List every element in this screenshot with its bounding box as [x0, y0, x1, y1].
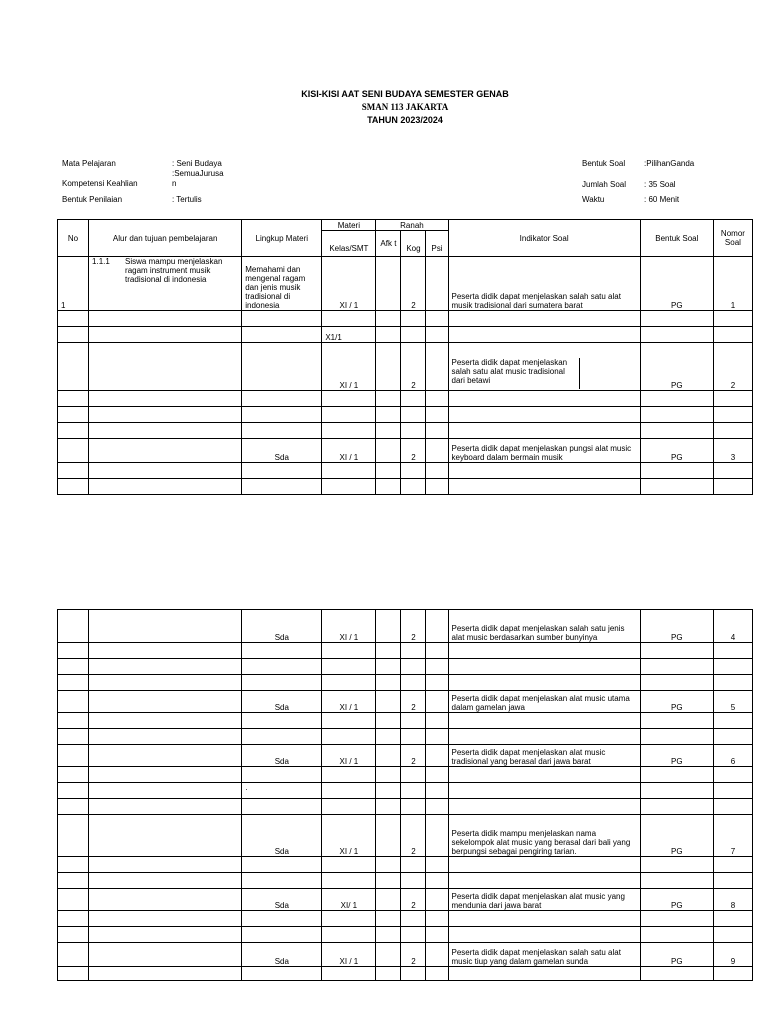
- table-row: [58, 815, 753, 857]
- table-row: [58, 889, 753, 911]
- cell-indikator: [448, 343, 640, 391]
- cell-no: 1: [58, 257, 89, 311]
- cell-kelas: XI / 1: [322, 610, 376, 643]
- cell-kelas: XI / 1: [322, 343, 376, 391]
- cell-lingkup: Sda: [242, 889, 322, 911]
- cell-lingkup: Sda: [242, 691, 322, 713]
- cell-dot: .: [242, 783, 322, 799]
- cell-kog: 2: [401, 943, 426, 967]
- penilaian-value: : Tertulis: [172, 195, 202, 204]
- cell-bentuk: PG: [640, 943, 713, 967]
- table-row: [58, 967, 753, 981]
- table-row: [58, 610, 753, 643]
- cell-kog: 2: [401, 257, 426, 311]
- kisi-table-2: [57, 609, 753, 981]
- table-row: [58, 659, 753, 675]
- title-line-1: KISI-KISI AAT SENI BUDAYA SEMESTER GENAB: [301, 89, 509, 99]
- cell-kelas: XI / 1: [322, 943, 376, 967]
- cell-indikator: Peserta didik dapat menjelaskan alat music yang mendunia dari jawa barat: [448, 889, 640, 911]
- cell-kog: 2: [401, 691, 426, 713]
- cell-kelas: X1/1: [322, 327, 376, 343]
- header-nomor-soal: Nomor Soal: [713, 220, 752, 257]
- header-no: No: [58, 220, 89, 257]
- cell-kog: 2: [401, 815, 426, 857]
- header-bentuk-soal: Bentuk Soal: [640, 220, 713, 257]
- waktu-value: : 60 Menit: [644, 195, 680, 204]
- table-row: [58, 675, 753, 691]
- header-kog: Kog: [401, 231, 426, 257]
- mapel-value: : Seni Budaya: [172, 159, 222, 168]
- cell-bentuk: PG: [640, 889, 713, 911]
- cell-indikator: Peserta didik mampu menjelaskan nama sekelompok alat music yang berasal dari bali yang berpungsi sebagai pengiring tarian.: [448, 815, 640, 857]
- cell-kelas: XI/ 1: [322, 889, 376, 911]
- header-ranah: Ranah: [376, 220, 448, 231]
- title-line-2: SMAN 113 JAKARTA: [361, 102, 449, 112]
- cell-kelas: XI / 1: [322, 691, 376, 713]
- waktu-label: Waktu: [582, 195, 605, 204]
- table-row: [58, 643, 753, 659]
- table-row: [58, 407, 753, 423]
- cell-nomor: 3: [713, 439, 752, 463]
- cell-nomor: 5: [713, 691, 752, 713]
- cell-bentuk: PG: [640, 815, 713, 857]
- cell-kelas: XI / 1: [322, 745, 376, 767]
- cell-alur: [89, 257, 242, 311]
- cell-indikator: Peserta didik dapat menjelaskan alat music utama dalam gamelan jawa: [448, 691, 640, 713]
- bentuk-soal-value: :PilihanGanda: [644, 159, 695, 168]
- kompetensi-value: n: [172, 179, 177, 188]
- kisi-table-1: [57, 219, 753, 495]
- cell-kog: 2: [401, 745, 426, 767]
- table-row: [58, 857, 753, 873]
- cell-indikator: Peserta didik dapat menjelaskan alat music tradisional yang berasal dari jawa barat: [448, 745, 640, 767]
- header-lingkup: Lingkup Materi: [242, 220, 322, 257]
- table-row: [58, 327, 753, 343]
- cell-nomor: 8: [713, 889, 752, 911]
- table-row: [58, 873, 753, 889]
- cell-lingkup: Sda: [242, 745, 322, 767]
- mapel-label: Mata Pelajaran: [62, 159, 116, 168]
- header-alur: Alur dan tujuan pembelajaran: [89, 220, 242, 257]
- cell-kelas: XI / 1: [322, 815, 376, 857]
- cell-bentuk: PG: [640, 691, 713, 713]
- cell-kog: 2: [401, 439, 426, 463]
- jumlah-soal-value: : 35 Soal: [644, 180, 676, 189]
- cell-indikator: Peserta didik dapat menjelaskan salah satu alat music tiup yang dalam gamelan sunda: [448, 943, 640, 967]
- table-row: [58, 463, 753, 479]
- alur-text: Siswa mampu menjelaskan ragam instrument musik tradisional di indonesia: [125, 257, 223, 284]
- cell-lingkup: Sda: [242, 943, 322, 967]
- table-row: [58, 423, 753, 439]
- alur-code: 1.1.1: [92, 257, 110, 266]
- table-row: [58, 927, 753, 943]
- bentuk-soal-label: Bentuk Soal: [582, 159, 626, 168]
- cell-indikator: Peserta didik dapat menjelaskan pungsi alat music keyboard dalam bermain musik: [448, 439, 640, 463]
- table-row: [58, 479, 753, 495]
- cell-kelas: XI / 1: [322, 439, 376, 463]
- cell-lingkup: Sda: [242, 610, 322, 643]
- cell-kog: 2: [401, 889, 426, 911]
- cell-bentuk: PG: [640, 745, 713, 767]
- table-row: [58, 713, 753, 729]
- header-kelas: Kelas/SMT: [322, 231, 376, 257]
- cell-kelas: XI / 1: [322, 257, 376, 311]
- cell-nomor: 7: [713, 815, 752, 857]
- cell-lingkup: Memahami dan mengenal ragam dan jenis musik tradisional di indonesia: [242, 257, 322, 311]
- table-header-row: [58, 220, 753, 231]
- header-indikator: Indikator Soal: [448, 220, 640, 257]
- table-row: [58, 783, 753, 799]
- table-row: [58, 439, 753, 463]
- table-row: [58, 257, 753, 311]
- header-afk: Afk t: [376, 231, 401, 257]
- table-row: [58, 943, 753, 967]
- cell-bentuk: PG: [640, 439, 713, 463]
- title-line-3: TAHUN 2023/2024: [367, 115, 443, 125]
- table-row: [58, 343, 753, 391]
- cell-nomor: 4: [713, 610, 752, 643]
- header-materi: Materi: [322, 220, 376, 231]
- cell-lingkup: Sda: [242, 815, 322, 857]
- table-row: [58, 311, 753, 327]
- table-row: [58, 911, 753, 927]
- cell-lingkup: Sda: [242, 439, 322, 463]
- cell-bentuk: PG: [640, 257, 713, 311]
- table-row: [58, 691, 753, 713]
- table-row: [58, 391, 753, 407]
- cell-bentuk: PG: [640, 610, 713, 643]
- cell-psi: [426, 257, 448, 311]
- header-psi: Psi: [426, 231, 448, 257]
- cell-kog: 2: [401, 610, 426, 643]
- cell-nomor: 2: [713, 343, 752, 391]
- cell-nomor: 6: [713, 745, 752, 767]
- cell-indikator: Peserta didik dapat menjelaskan salah satu alat musik tradisional dari sumatera barat: [448, 257, 640, 311]
- cell-afk: [376, 257, 401, 311]
- cell-nomor: 1: [713, 257, 752, 311]
- jurusan-value: :SemuaJurusa: [172, 169, 224, 178]
- table-row: [58, 767, 753, 783]
- cell-indikator: Peserta didik dapat menjelaskan salah satu jenis alat music berdasarkan sumber bunyinya: [448, 610, 640, 643]
- cell-nomor: 9: [713, 943, 752, 967]
- penilaian-label: Bentuk Penilaian: [62, 195, 123, 204]
- cell-kog: 2: [401, 343, 426, 391]
- cell-bentuk: PG: [640, 343, 713, 391]
- jumlah-soal-label: Jumlah Soal: [582, 180, 627, 189]
- table-row: [58, 799, 753, 815]
- table-row: [58, 745, 753, 767]
- kompetensi-label: Kompetensi Keahlian: [62, 179, 138, 188]
- table-row: [58, 729, 753, 745]
- indikator-text: Peserta didik dapat menjelaskan salah satu alat music tradisional dari betawi: [449, 358, 580, 389]
